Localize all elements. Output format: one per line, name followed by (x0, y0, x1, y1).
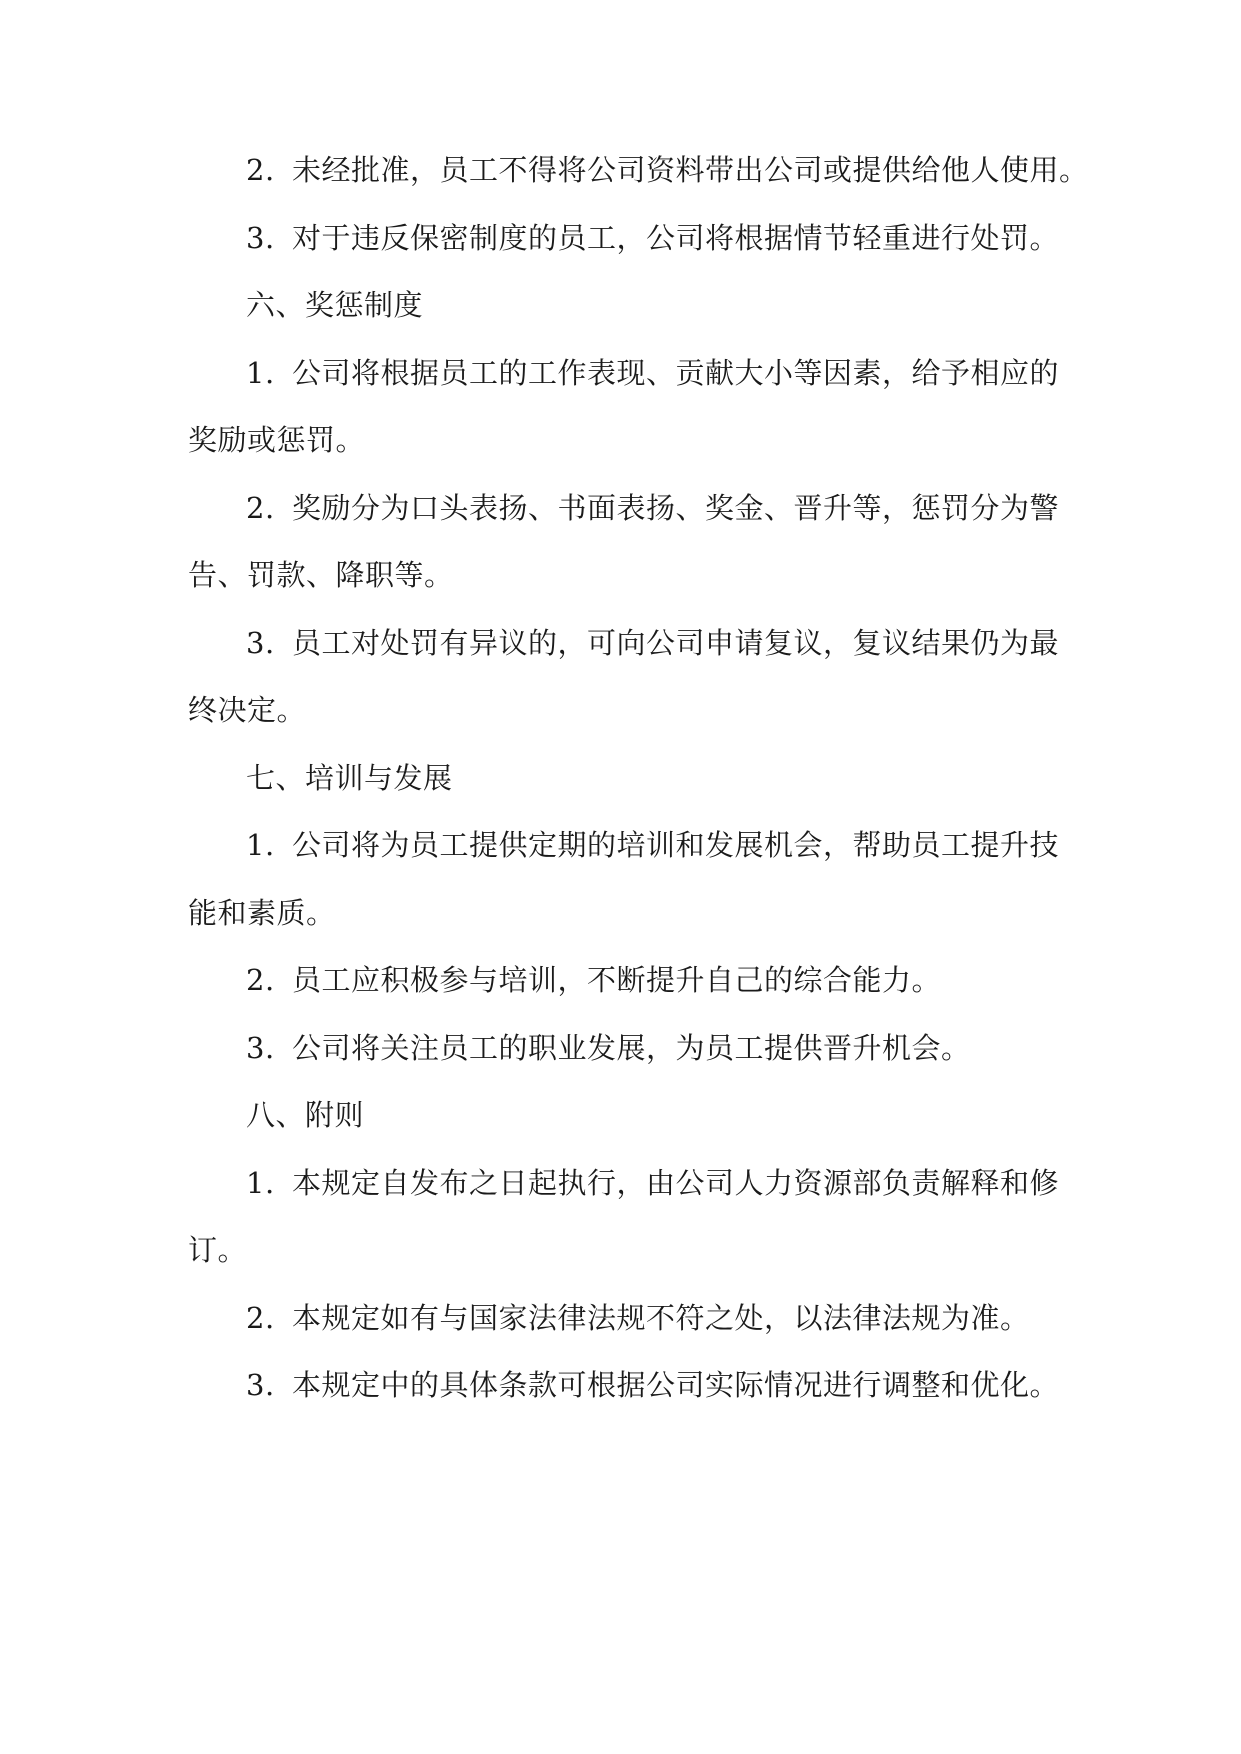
clause-number: 1. (246, 1166, 275, 1200)
clause-text: 奖励分为口头表扬、书面表扬、奖金、晋升等，惩罚分为警 (292, 491, 1060, 525)
clause-continuation (188, 690, 1068, 730)
clause-continuation (188, 555, 1068, 595)
clause-line (246, 1365, 1068, 1405)
clause-text: 对于违反保密制度的员工，公司将根据情节轻重进行处罚。 (292, 221, 1060, 255)
clause-number: 3. (246, 1031, 275, 1065)
section-heading (246, 1095, 1068, 1135)
clause-text: 告、罚款、降职等。 (188, 558, 454, 592)
section-heading (246, 285, 1068, 325)
clause-line (246, 353, 1068, 393)
clause-text: 员工应积极参与培训，不断提升自己的综合能力。 (292, 963, 942, 997)
clause-number: 1. (246, 828, 275, 862)
clause-text: 终决定。 (188, 693, 307, 727)
clause-text: 公司将为员工提供定期的培训和发展机会，帮助员工提升技 (292, 828, 1060, 862)
clause-text: 公司将关注员工的职业发展，为员工提供晋升机会。 (292, 1031, 971, 1065)
clause-text: 本规定自发布之日起执行，由公司人力资源部负责解释和修 (292, 1166, 1060, 1200)
clause-line (246, 1163, 1068, 1203)
clause-text: 本规定中的具体条款可根据公司实际情况进行调整和优化。 (292, 1368, 1060, 1402)
clause-line (246, 1298, 1068, 1338)
clause-line (246, 825, 1068, 865)
section-heading-text: 六、奖惩制度 (246, 288, 424, 322)
clause-text: 公司将根据员工的工作表现、贡献大小等因素，给予相应的 (292, 356, 1060, 390)
clause-number: 2. (246, 1301, 275, 1335)
section-heading-text: 八、附则 (246, 1098, 365, 1132)
clause-text: 未经批准，员工不得将公司资料带出公司或提供给他人使用。 (292, 153, 1089, 187)
clause-text: 本规定如有与国家法律法规不符之处，以法律法规为准。 (292, 1301, 1030, 1335)
clause-number: 3. (246, 1368, 275, 1402)
clause-number: 2. (246, 491, 275, 525)
clause-line (246, 488, 1068, 528)
section-heading-text: 七、培训与发展 (246, 761, 453, 795)
clause-number: 2. (246, 963, 275, 997)
clause-line (246, 1028, 1068, 1068)
clause-text: 订。 (188, 1233, 248, 1267)
clause-line (246, 218, 1068, 258)
clause-text: 奖励或惩罚。 (188, 423, 366, 457)
clause-number: 1. (246, 356, 275, 390)
clause-number: 2. (246, 153, 275, 187)
clause-continuation (188, 420, 1068, 460)
clause-line (246, 150, 1089, 190)
clause-line (246, 960, 1068, 1000)
clause-text: 能和素质。 (188, 896, 336, 930)
clause-continuation (188, 1230, 1068, 1270)
section-heading (246, 758, 1068, 798)
clause-line (246, 623, 1068, 663)
clause-number: 3. (246, 221, 275, 255)
clause-number: 3. (246, 626, 275, 660)
clause-continuation (188, 893, 1068, 933)
clause-text: 员工对处罚有异议的，可向公司申请复议，复议结果仍为最 (292, 626, 1060, 660)
